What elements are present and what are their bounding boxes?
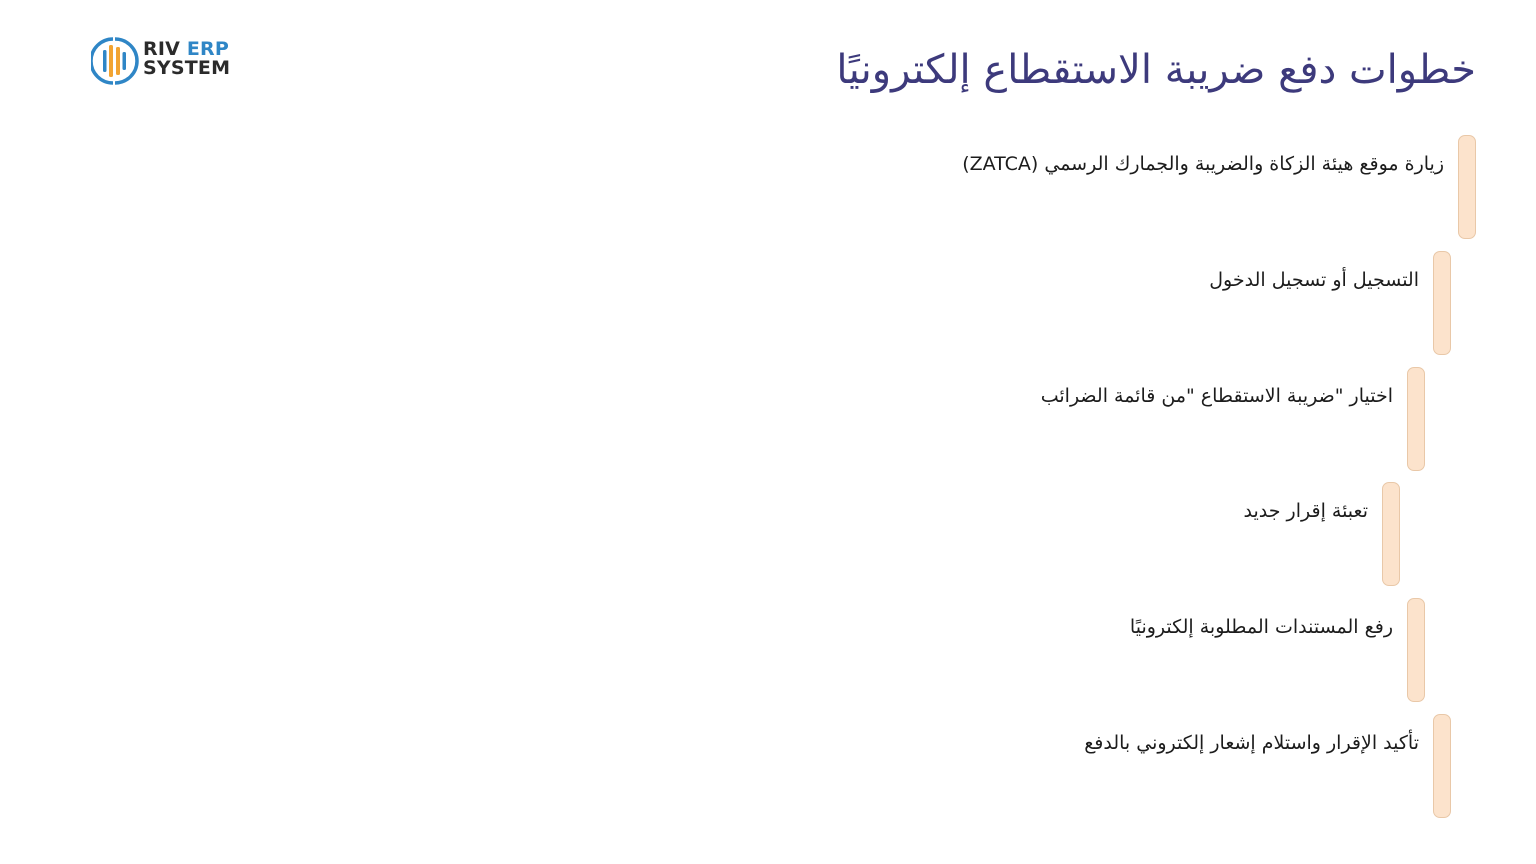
step-text: رفع المستندات المطلوبة إلكترونيًا [1129, 616, 1393, 638]
step-marker-bar [1433, 251, 1451, 355]
step-marker-bar [1458, 135, 1476, 239]
step-text: تأكيد الإقرار واستلام إشعار إلكتروني بالدفع [1084, 732, 1419, 754]
step-text: تعبئة إقرار جديد [1243, 500, 1368, 522]
logo-line1: RIV [143, 38, 181, 60]
step-item-3 [825, 367, 1425, 471]
step-text: زيارة موقع هيئة الزكاة والضريبة والجمارك الرسمي (ZATCA) [962, 153, 1444, 175]
logo-wordmark [143, 40, 230, 78]
step-text: اختيار "ضريبة الاستقطاع "من قائمة الضرائب [1040, 385, 1393, 407]
step-item-5 [825, 598, 1425, 702]
step-item-2 [851, 251, 1451, 355]
step-item-6 [851, 714, 1451, 818]
step-item-4 [900, 482, 1400, 586]
page-title: خطوات دفع ضريبة الاستقطاع إلكترونيًا [836, 47, 1476, 93]
company-logo [91, 36, 251, 86]
step-text: التسجيل أو تسجيل الدخول [1209, 269, 1419, 291]
logo-line2: SYSTEM [143, 57, 231, 79]
step-marker-bar [1407, 367, 1425, 471]
step-item-1 [776, 135, 1476, 239]
logo-line1-accent: ERP [186, 38, 229, 60]
step-marker-bar [1433, 714, 1451, 818]
step-marker-bar [1407, 598, 1425, 702]
logo-mark-icon [91, 36, 139, 86]
step-marker-bar [1382, 482, 1400, 586]
